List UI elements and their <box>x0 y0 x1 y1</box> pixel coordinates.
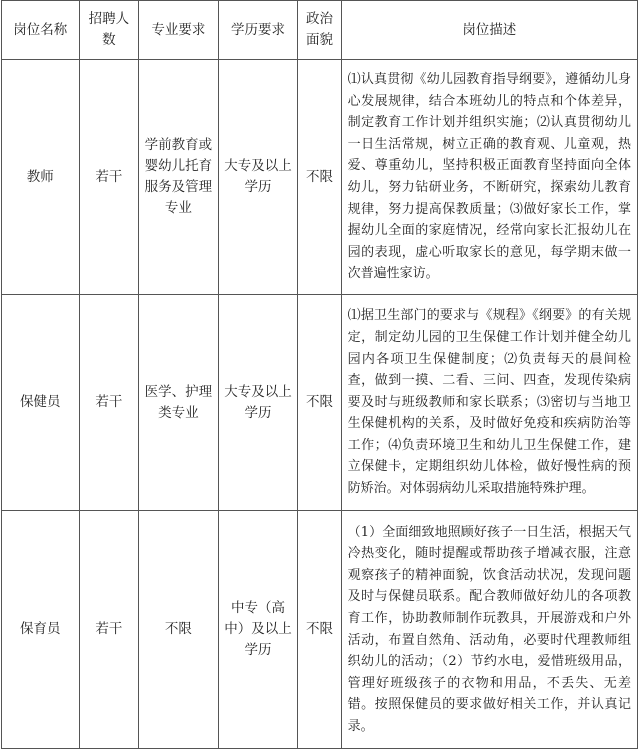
header-major: 专业要求 <box>139 1 219 60</box>
political-cell: 不限 <box>298 295 341 511</box>
header-education: 学历要求 <box>218 1 298 60</box>
position-cell: 保育员 <box>2 511 80 749</box>
political-cell: 不限 <box>298 511 341 749</box>
education-cell: 中专（高中）及以上学历 <box>218 511 298 749</box>
major-cell: 医学、护理类专业 <box>139 295 219 511</box>
major-cell: 学前教育或婴幼儿托育服务及管理专业 <box>139 60 219 295</box>
position-cell: 保健员 <box>2 295 80 511</box>
table-row <box>2 511 638 749</box>
major-cell: 不限 <box>139 511 219 749</box>
table-row <box>2 295 638 511</box>
header-position: 岗位名称 <box>2 1 80 60</box>
description-cell: ⑴据卫生部门的要求与《规程》《纲要》的有关规定，制定幼儿园的卫生保健工作计划并健全幼儿园内各项卫生保健制度；⑵负责每天的晨间检查，做到一摸、二看、三问、四查，发现传染病要及时与班级教师和家长联系；⑶密切与当地卫生保健机构的关系，及时做好免疫和疾病防治等工作；⑷负责环境卫生和幼儿卫生保健工作，建立保健卡，定期组织幼儿体检，做好慢性病的预防矫治。对体弱病幼儿采取措施特殊护理。 <box>341 295 637 511</box>
header-political: 政治面貌 <box>298 1 341 60</box>
count-cell: 若干 <box>79 60 138 295</box>
description-cell: （1）全面细致地照顾好孩子一日生活，根据天气冷热变化，随时提醒或帮助孩子增减衣服，注意观察孩子的精神面貌，饮食活动状况，发现问题及时与保健员联系。配合教师做好幼儿的各项教育工作，协助教师制作玩教具，开展游戏和户外活动，布置自然角、活动角，必要时代理教师组织幼儿的活动；（2）节约水电，爱惜班级用品，管理好班级孩子的衣物和用品，不丢失、无差错。按照保健员的要求做好相关工作，并认真记录。 <box>341 511 637 749</box>
recruitment-table <box>1 0 638 749</box>
header-description: 岗位描述 <box>341 1 637 60</box>
count-cell: 若干 <box>79 511 138 749</box>
header-count: 招聘人数 <box>79 1 138 60</box>
political-cell: 不限 <box>298 60 341 295</box>
count-cell: 若干 <box>79 295 138 511</box>
table-row <box>2 60 638 295</box>
position-cell: 教师 <box>2 60 80 295</box>
education-cell: 大专及以上学历 <box>218 60 298 295</box>
description-cell: ⑴认真贯彻《幼儿园教育指导纲要》，遵循幼儿身心发展规律，结合本班幼儿的特点和个体差异，制定教育工作计划并组织实施；⑵认真贯彻幼儿一日生活常规，树立正确的教育观、儿童观，热爱、尊重幼儿，坚持积极正面教育坚持面向全体幼儿，努力钻研业务，不断研究，探索幼儿教育规律，努力提高保教质量；⑶做好家长工作，掌握幼儿全面的家庭情况，经常向家长汇报幼儿在园的表现，虚心听取家长的意见，每学期末做一次普遍性家访。 <box>341 60 637 295</box>
header-row <box>2 1 638 60</box>
education-cell: 大专及以上学历 <box>218 295 298 511</box>
